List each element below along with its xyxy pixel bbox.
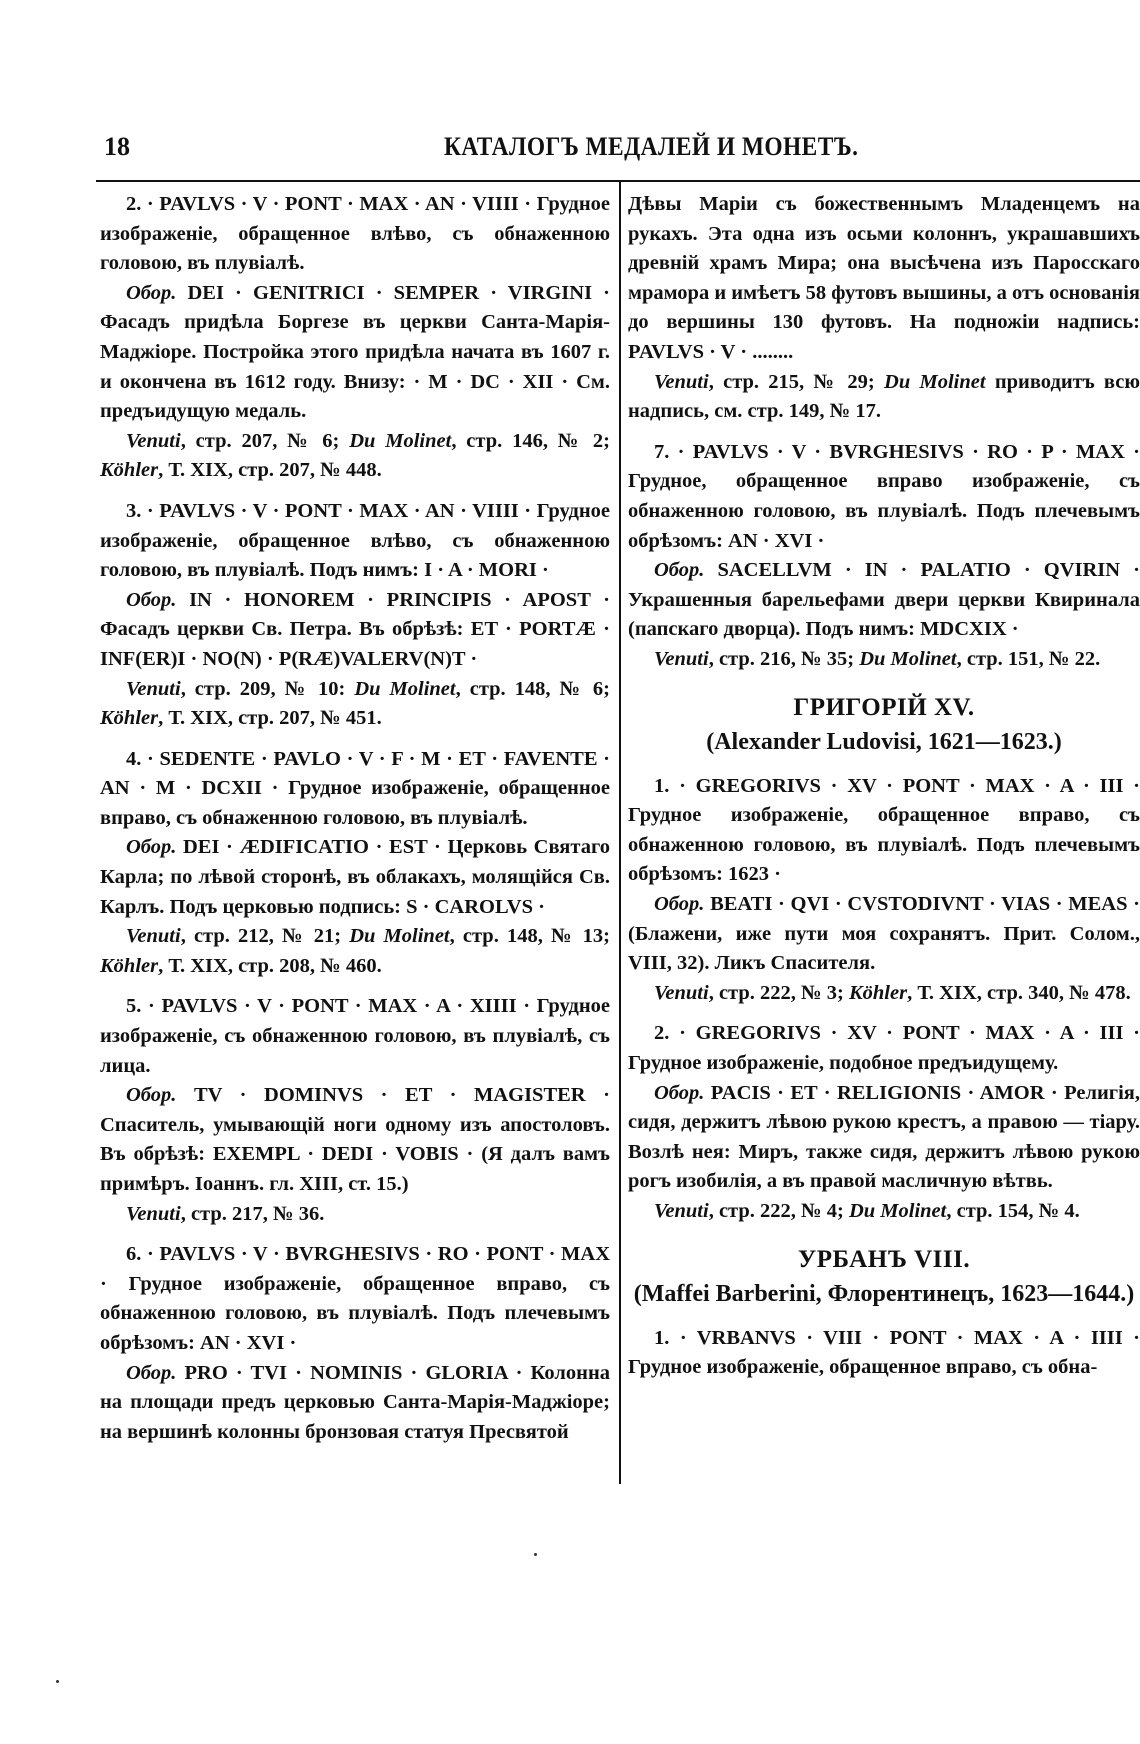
entry-number: 4. bbox=[126, 747, 142, 770]
entry-number: 2. bbox=[126, 193, 142, 215]
header-rule bbox=[96, 180, 1140, 182]
left-column bbox=[100, 190, 610, 1458]
page-header bbox=[104, 132, 1140, 172]
obverse-label: Обор. bbox=[126, 281, 177, 304]
entry-number: 7. bbox=[654, 440, 670, 463]
reverse-text: BEATI · QVI · CVSTODIVNT · VIAS · MEAS · (Блажени, иже пути моя сохранятъ. Прит. Солом., VIII, 32). Ликъ Спасителя. bbox=[628, 893, 1140, 975]
continued-text: Дѣвы Маріи съ божественнымъ Младенцемъ на рукахъ. Эта одна изъ осьми колоннъ, украшавшихъ древній храмъ Мира; она высѣчена изъ Паросскаго мрамора и имѣетъ 58 футовъ вышины, а отъ основанія до вершины 130 футовъ. На подножіи надпись: PAVLVS · V · ........ bbox=[628, 193, 1140, 363]
entry-obverse-text: · PAVLVS · V · BVRGHESIVS · RO · P · MAX · Грудное, обращенное вправо изображеніе, съ обнаженною головою, въ плувіалѣ. Подъ плечевымъ обрѣзомъ: AN · XVI · bbox=[628, 440, 1140, 552]
reverse-text: PRO · TVI · NOMINIS · GLORIA · Колонна на площади предъ церковью Санта-Марія-Маджіоре; на вершинѣ колонны бронзовая статуя Пресвятой bbox=[100, 1361, 611, 1443]
entry-paulus-6-continued bbox=[628, 190, 1140, 427]
obverse-label: Обор. bbox=[654, 559, 705, 582]
paper-speck bbox=[534, 1553, 537, 1556]
citation: Venuti, стр. 215, № 29; Du Molinet приводитъ всю надпись, см. стр. 149, № 17. bbox=[628, 370, 1140, 423]
entry-paulus-5 bbox=[100, 992, 610, 1229]
paper-speck bbox=[56, 1680, 59, 1683]
right-column bbox=[628, 190, 1140, 1394]
entry-obverse-text: · PAVLVS · V · PONT · MAX · AN · VIIII · Грудное изображеніе, обращенное влѣво, съ обнаженною головою, въ плувіалѣ. Подъ нимъ: I · A · MORI · bbox=[100, 499, 610, 582]
citation: Venuti, стр. 212, № 21; Du Molinet, стр. 148, № 13; Köhler, Т. XIX, стр. 208, № 460. bbox=[100, 925, 611, 977]
entry-number: 1. bbox=[654, 774, 670, 797]
entry-number: 5. bbox=[126, 995, 142, 1018]
citation: Venuti, стр. 217, № 36. bbox=[126, 1202, 325, 1225]
citation: Venuti, стр. 207, № 6; Du Molinet, стр. 146, № 2; Köhler, Т. XIX, стр. 207, № 448. bbox=[100, 429, 610, 482]
citation: Venuti, стр. 209, № 10: Du Molinet, стр. 148, № 6; Köhler, Т. XIX, стр. 207, № 451. bbox=[100, 677, 611, 730]
entry-obverse-text: · SEDENTE · PAVLO · V · F · M · ET · FAVENTE · AN · M · DCXII · Грудное изображеніе, обращенное вправо, съ обнаженною головою, въ плувіалѣ. bbox=[100, 747, 610, 829]
entry-obverse-text: · PAVLVS · V · PONT · MAX · A · XIIII · Грудное изображеніе, съ обнаженною головою, въ плувіалѣ, съ лица. bbox=[100, 995, 611, 1077]
reverse-text: PACIS · ET · RELIGIONIS · AMOR · Религія, сидя, держитъ лѣвою рукою крестъ, а правою — тіару. Возлѣ нея: Миръ, также сидя, держитъ лѣвою рукою рогъ изобилія, а въ правой масличную вѣтвь. bbox=[628, 1081, 1140, 1193]
entry-paulus-3 bbox=[100, 497, 610, 734]
entry-paulus-6 bbox=[100, 1240, 610, 1447]
entry-number: 6. bbox=[126, 1243, 142, 1266]
entry-obverse-text: · VRBANVS · VIII · PONT · MAX · A · IIII · Грудное изображеніе, обращенное вправо, съ обна- bbox=[628, 1326, 1140, 1379]
section-subtitle-gregory-xv: (Alexander Ludovisi, 1621—1623.) bbox=[706, 729, 1062, 756]
obverse-label: Обор. bbox=[654, 1081, 705, 1104]
column-divider bbox=[619, 182, 621, 1484]
entry-obverse-text: · GREGORIVS · XV · PONT · MAX · A · III · Грудное изображеніе, обращенное вправо, съ обнаженною головою, въ плувіалѣ. Подъ плечевымъ обрѣзомъ: 1623 · bbox=[628, 774, 1140, 886]
running-title: КАТАЛОГЪ МЕДАЛЕЙ И МОНЕТЪ. bbox=[444, 132, 859, 161]
entry-obverse-text: · GREGORIVS · XV · PONT · MAX · A · III · Грудное изображеніе, подобное предъидущему. bbox=[628, 1022, 1140, 1075]
citation: Venuti, стр. 222, № 4; Du Molinet, стр. 154, № 4. bbox=[654, 1200, 1080, 1222]
entry-number: 2. bbox=[654, 1022, 670, 1045]
entry-obverse-text: · PAVLVS · V · PONT · MAX · AN · VIIII · Грудное изображеніе, обращенное влѣво, съ обнаженною головою, въ плувіалѣ. bbox=[100, 193, 610, 275]
entry-paulus-7 bbox=[628, 438, 1140, 675]
entry-obverse-text: · PAVLVS · V · BVRGHESIVS · RO · PONT · MAX · Грудное изображеніе, обращенное вправо, съ обнаженною головою, въ плувіалѣ. Подъ плечевымъ обрѣзомъ: AN · XVI · bbox=[100, 1243, 611, 1354]
section-subtitle-urban-viii: (Maffei Barberini, Флорентинецъ, 1623—1644.) bbox=[633, 1281, 1135, 1308]
entry-paulus-2 bbox=[100, 190, 610, 486]
section-title-urban-viii: УРБАНЪ VIII. bbox=[797, 1245, 971, 1273]
entry-urbanus-1 bbox=[628, 1324, 1140, 1383]
reverse-text: SACELLVM · IN · PALATIO · QVIRIN · Украшенныя барельефами двери церкви Квиринала (папскаго дворца). Подъ нимъ: MDCXIX · bbox=[628, 559, 1140, 641]
obverse-label: Обор. bbox=[126, 836, 177, 859]
page-number: 18 bbox=[104, 132, 130, 161]
entry-paulus-4 bbox=[100, 745, 610, 982]
entry-gregorius-2 bbox=[628, 1019, 1140, 1226]
obverse-label: Обор. bbox=[126, 588, 177, 611]
obverse-label: Обор. bbox=[126, 1361, 177, 1384]
obverse-label: Обор. bbox=[126, 1084, 177, 1107]
section-title-gregory-xv: ГРИГОРІЙ XV. bbox=[793, 693, 975, 721]
reverse-text: TV · DOMINVS · ET · MAGISTER · Спаситель, умывающій ноги одному изъ апостоловъ. Въ обрѣзѣ: EXEMPL · DEDI · VOBIS · (Я далъ вамъ примѣръ. Іоаннъ. гл. XIII, ст. 15.) bbox=[100, 1084, 610, 1195]
entry-number: 1. bbox=[654, 1326, 670, 1349]
reverse-text: IN · HONOREM · PRINCIPIS · APOST · Фасадъ церкви Св. Петра. Въ обрѣзѣ: ET · PORTÆ · INF(ER)I · NO(N) · P(RÆ)VALERV(N)T · bbox=[100, 588, 610, 670]
reverse-text: DEI · GENITRICI · SEMPER · VIRGINI · Фасадъ придѣла Боргезе въ церкви Санта-Марія-Маджіоре. Постройка этого придѣла начата въ 1607 г. и окончена въ 1612 году. Внизу: · M · DC · XII · См. предъидущую медаль. bbox=[100, 281, 610, 423]
entry-number: 3. bbox=[126, 499, 142, 522]
citation: Venuti, стр. 222, № 3; Köhler, Т. XIX, стр. 340, № 478. bbox=[654, 981, 1131, 1004]
obverse-label: Обор. bbox=[654, 893, 705, 916]
entry-gregorius-1 bbox=[628, 772, 1140, 1009]
reverse-text: DEI · ÆDIFICATIO · EST · Церковь Святаго Карла; по лѣвой сторонѣ, въ облакахъ, молящійся Св. Карлъ. Подъ церковью подпись: S · CAROLVS · bbox=[100, 836, 610, 918]
citation: Venuti, стр. 216, № 35; Du Molinet, стр. 151, № 22. bbox=[654, 647, 1101, 670]
